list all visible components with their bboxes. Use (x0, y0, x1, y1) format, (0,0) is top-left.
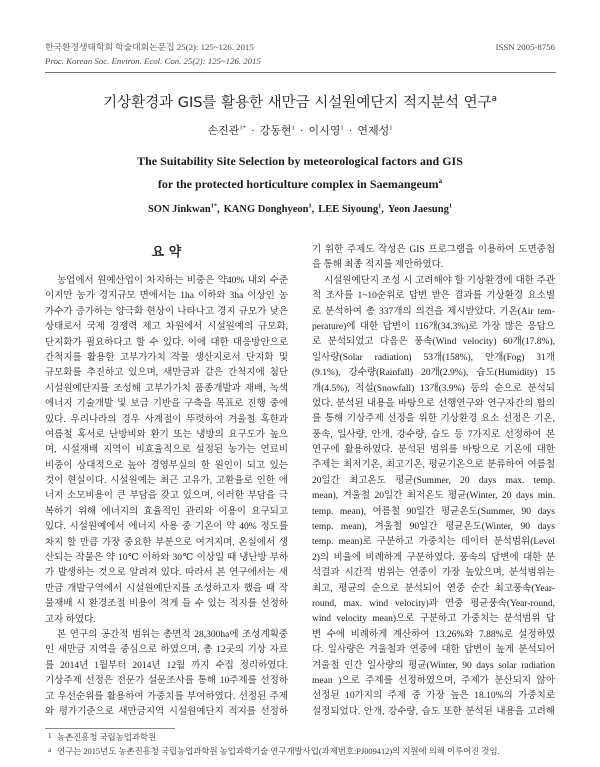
abstract-line: 있다. 시설원예에서 에너지 사용 중 기온이 약 40% 정도를 (45, 522, 288, 533)
abstract-line: 변 수에 비례하게 계산하여 13.26%와 7.88%로 설정하였 (312, 629, 555, 640)
abstract-line: 석결과 시간적 범위는 연중이 가장 높았으며, 분석범위는 (312, 568, 555, 579)
abstract-line: 기상주제 선정은 전문가 설문조사를 통해 10주제를 선정하 (45, 676, 288, 687)
abstract-line: 규모화를 추진하고 있으며, 새만금과 같은 간척지에 첨단 (45, 368, 288, 379)
abstract-line: 2)의 비율에 비례하게 구분하였다. 풍속의 답변에 대한 분 (312, 552, 555, 563)
footnote-mark: 1 (48, 732, 52, 740)
abstract-line: 인 새만금 지역을 중심으로 하였으며, 총 12곳의 기상 자료 (45, 645, 288, 656)
journal-citation-english: Proc. Korean Soc. Environ. Ecol. Con. 25(2): 125~126. 2015 (45, 56, 261, 66)
abstract-line: 물재배 시 환경조절 비용이 적게 들 수 있는 적지를 선정하 (45, 599, 288, 610)
author-affiliation-mark: 1 (340, 124, 344, 132)
author-affiliation-mark: 1 (448, 202, 453, 210)
abstract-line: 로 분석되었고 다음은 풍속(Wind velocity) 60개(17.8%), (312, 337, 555, 348)
author-separator: · (348, 125, 353, 137)
abstract-heading: 요 약 (151, 245, 182, 260)
footnote-text: 연구는 2015년도 농촌진흥청 국립농업과학원 농업과학기술 연구개발사업(과제번호:PJ009412)의 지원에 의해 이루어진 것임. (57, 747, 500, 756)
abstract-line: temp. mean), 여름철 90일간 평균온도(Summer, 90 days (312, 506, 555, 517)
abstract-line: 간척지를 활용한 고부가가치 작물 생산지로서 단지화 및 (45, 352, 288, 363)
author-name: LEE Siyoung (318, 204, 379, 215)
abstract-line: temp. mean)로 구분하고 가중치는 데이터 분석범위(Level (312, 537, 555, 548)
abstract-line: 주제는 최저기온, 최고기온, 평균기온으로 분류하여 여름철 (312, 460, 555, 471)
author-affiliation-mark: 1 (389, 124, 393, 132)
issn-label: ISSN 2005-8756 (495, 42, 555, 52)
abstract-line: 을 통해 최종 적지를 제안하였다. (312, 260, 444, 271)
author-affiliation-mark: 1* (239, 124, 246, 132)
abstract-line: perature)에 대한 답변이 116개(34.3%)로 가장 많은 응답으 (312, 321, 555, 332)
abstract-line: 풍속, 일사량, 안개, 강수량, 습도 등 7가지로 선정하여 본 (312, 429, 555, 440)
abstract-line: temp. mean), 겨울철 90일간 평균온도(Winter, 90 days (312, 522, 555, 533)
abstract-line: 와 평가기준으로 새만금지역 시설원예단지 적지를 선정하 (45, 706, 288, 717)
abstract-line: 로 분석하여 총 337개의 의견을 제시받았다. 기온(Air tem- (312, 306, 555, 317)
author-affiliation-mark: 1 (308, 202, 312, 210)
author-name: 강동현 (259, 125, 292, 137)
english-title (45, 150, 555, 196)
abstract-line: 단지화가 필요하다고 할 수 있다. 이에 대한 대응방안으로 (45, 337, 288, 348)
abstract-line: 었다. 분석된 내용을 바탕으로 선행연구와 연구자간의 합의 (312, 398, 555, 409)
abstract-line: 이지만 농가 경지규모 면에서는 1ha 이하와 3ha 이상인 농 (45, 291, 288, 302)
abstract-line: 너지 소모비용이 큰 부담을 갖고 있으며, 이러한 부담을 극 (45, 491, 288, 502)
author-name: Yeon Jaesung (387, 204, 449, 215)
abstract-line: round, max. wind velocity)과 연중 평균풍속(Year-round, (312, 598, 555, 609)
author-affiliation-mark: 1 (378, 202, 382, 210)
abstract-line: 것이 현실이다. 시설원예는 최근 고유가, 고환율로 인한 에 (45, 476, 288, 487)
footnote-affiliation (48, 731, 156, 744)
abstract-line: 선정된 10가지의 주제 중 가장 높은 18.10%의 가중치로 (312, 691, 555, 702)
author-name: 연제성 (357, 125, 390, 137)
abstract-line: 있다. 우리나라의 경우 사계절이 뚜렷하여 겨울철 혹한과 (45, 414, 288, 425)
author-separator: , (381, 204, 384, 215)
abstract-line: 에너지 기술개발 및 보급 기반을 구축을 목표로 진행 중에 (45, 399, 288, 410)
author-affiliation-mark: 1 (291, 124, 295, 132)
abstract-line: 산되는 작물은 약 10℃ 이하와 30℃ 이상일 때 냉난방 부하 (45, 553, 288, 564)
author-separator: , (311, 204, 315, 215)
author-separator: · (250, 125, 255, 137)
abstract-line: 다. 일사량은 겨울철과 연중에 대한 답변이 높게 분석되어 (312, 645, 555, 656)
english-title-text: for the protected horticulture complex in Saemangeum (157, 177, 439, 191)
abstract-line: 설정되었다. 안개, 강수량, 습도 또한 분석된 내용을 고려해 (312, 706, 555, 717)
author-separator: · (299, 125, 304, 137)
abstract-line: 만금 개발구역에서 시설원예단지를 조성하고자 했을 때 작 (45, 583, 288, 594)
abstract-line: 고자 하였다. (45, 614, 96, 625)
author-affiliation-mark: 1* (210, 202, 217, 210)
abstract-line: 20일간 최고온도 평균(Summer, 20 days max. temp. (312, 475, 555, 486)
title-footnote-mark: a (491, 94, 497, 105)
abstract-line: 시설원예단지를 조성해 고부가가치 품종개발과 재배, 녹색 (45, 383, 288, 394)
abstract-line: (9.1%), 강수량(Rainfall) 20개(2.9%), 습도(Humidity) 15 (312, 368, 555, 379)
abstract-line: 복하기 위해 에너지의 효율적인 관리와 이용이 요구되고 (45, 506, 288, 517)
author-separator: , (216, 204, 220, 215)
abstract-line: 기 위한 주제도 작성은 GIS 프로그램을 이용하여 도면중첩 (312, 245, 555, 255)
abstract-line: 연구에 활용하였다. 분석된 범위를 바탕으로 기온에 대한 (312, 445, 555, 456)
abstract-line: 가 발생하는 것으로 알려져 있다. 따라서 본 연구에서는 새 (45, 568, 288, 579)
abstract-line: 차지 할 만큼 가장 중요한 부분으로 여겨지며, 온실에서 생 (45, 537, 288, 548)
author-name: 손진관 (207, 125, 240, 137)
abstract-line: 최고, 평균의 순으로 분석되어 연중 순간 최고풍속(Year- (312, 583, 555, 594)
header-divider (45, 72, 556, 73)
abstract-line: 며, 시설재배 지역이 비효율적으로 설정된 농가는 연료비 (45, 445, 288, 456)
abstract-line: 비중이 상대적으로 높아 경영부실의 한 원인이 되고 있는 (45, 460, 288, 471)
english-title-line (45, 173, 555, 196)
abstract-line: 적 조사를 1~10순위로 답변 받은 결과를 기상환경 요소별 (312, 291, 555, 302)
author-name: 이시영 (308, 125, 341, 137)
abstract-left-column (45, 274, 288, 720)
footnote-text: 농촌진흥청 국립농업과학원 (57, 733, 157, 742)
abstract-line: 여름철 혹서로 난방비와 환기 또는 냉방의 요구도가 높으 (45, 429, 288, 440)
abstract-line: 일사량(Solar radiation) 53개(158%), 안개(Fog) 31개 (312, 352, 555, 363)
abstract-line: 시설원예단지 조성 시 고려해야 할 기상환경에 대한 주관 (324, 275, 555, 286)
abstract-line: wind velocity mean)으로 구분하고 가중치는 분석범위 답 (312, 614, 555, 625)
abstract-line: mean )으로 주제를 선정하였으며, 주제가 분산되지 않아 (312, 675, 555, 686)
abstract-line: 개(4.5%), 적설(Snowfall) 13개(3.9%) 등의 순으로 분석되 (312, 383, 555, 394)
abstract-line: 상태로서 국제 경쟁력 제고 차원에서 시설원예의 규모화, (45, 322, 288, 333)
abstract-line: 겨울철 인간 일사량의 평균(Winter, 90 days solar radiation (312, 660, 555, 671)
journal-citation-korean: 한국환경생태학회 학술대회논문집 25(2): 125~126. 2015 (45, 42, 254, 52)
abstract-line: 본 연구의 공간적 범위는 총면적 28,300ha에 조성계획중 (57, 629, 288, 640)
korean-title (45, 92, 555, 114)
title-footnote-mark: a (438, 177, 443, 185)
abstract-line: 농업에서 원예산업이 차지하는 비중은 약40% 내외 수준 (57, 276, 288, 286)
abstract-line: mean), 겨울철 20일간 최저온도 평균(Winter, 20 days min. (312, 491, 555, 502)
korean-author-list (45, 122, 555, 140)
english-title-line: The Suitability Site Selection by meteorological factors and GIS (137, 154, 463, 168)
abstract-line: 가수가 증가하는 양극화 현상이 나타나고 경지 규모가 낮은 (45, 306, 288, 317)
footnote-funding (48, 745, 500, 758)
footnote-divider (45, 728, 175, 729)
abstract-line: 를 2014년 1월부터 2014년 12월 까지 수집 정리하였다. (45, 660, 288, 671)
author-name: SON Jinkwan (147, 204, 211, 215)
korean-title-text: 기상환경과 GIS를 활용한 새만금 시설원예단지 적지분석 연구 (103, 95, 492, 111)
author-name: KANG Donghyeon (223, 204, 309, 215)
footnote-mark: a (48, 746, 52, 754)
abstract-line: 고 우선순위를 활용하여 가중치를 부여하였다. 선정된 주제 (45, 691, 288, 702)
abstract-line: 를 통해 기상주제 선정을 위한 기상환경 요소 선정은 기온, (312, 414, 555, 425)
abstract-right-column (312, 243, 555, 720)
english-author-list (45, 202, 555, 218)
